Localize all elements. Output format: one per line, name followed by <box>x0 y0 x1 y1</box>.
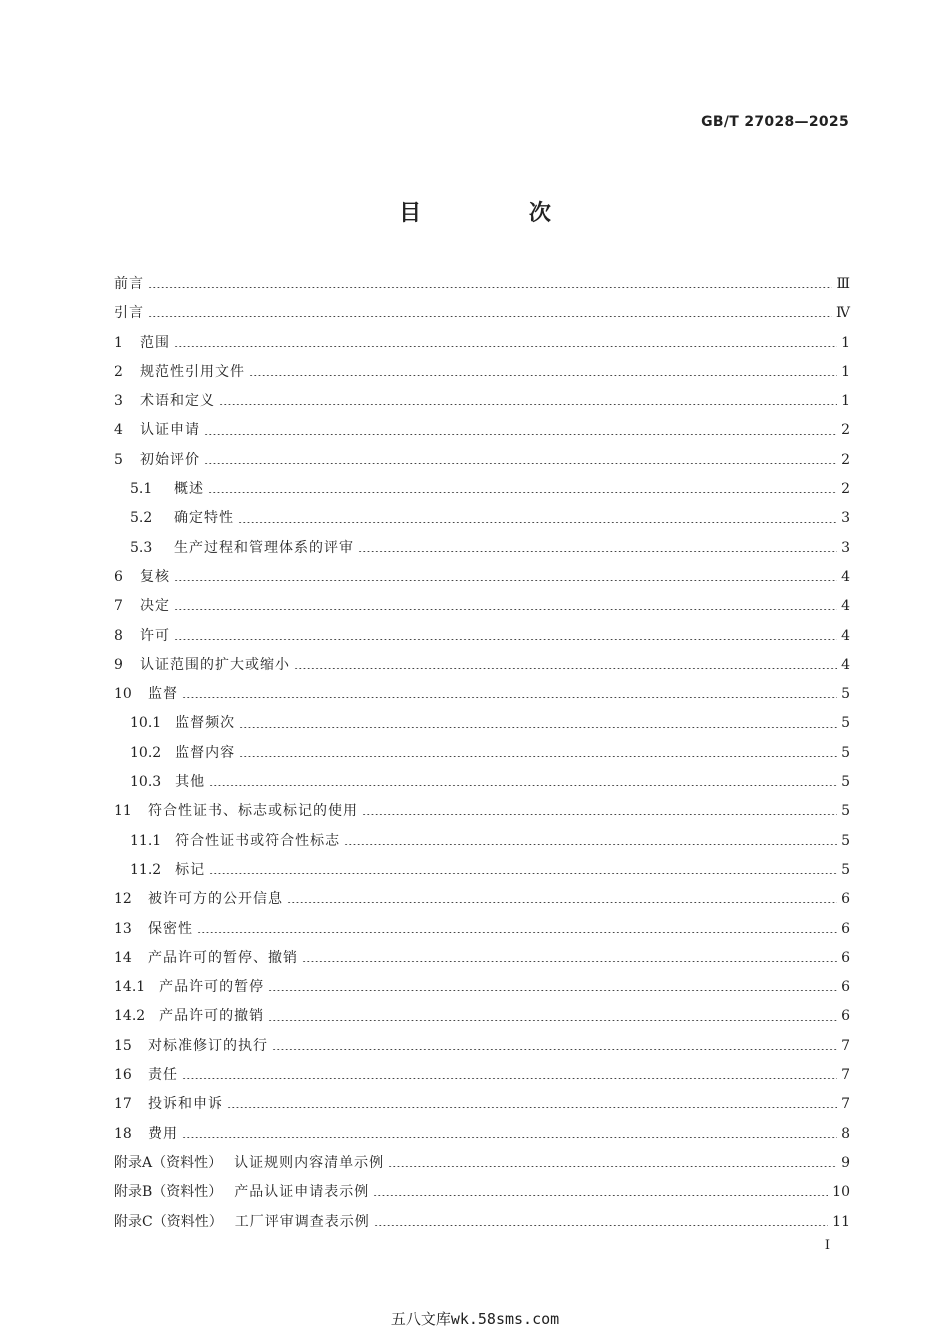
footer-watermark: 五八文库wk.58sms.com <box>390 1310 560 1328</box>
toc-entry-number: 17 <box>114 1096 132 1113</box>
toc-entry-page: 1 <box>841 363 850 380</box>
toc-entry-number: 12 <box>114 891 132 908</box>
toc-entry-label: 产品许可的暂停 <box>159 979 265 996</box>
toc-entry-page: 7 <box>841 1037 850 1054</box>
toc-leader-dots <box>174 639 837 640</box>
toc-entry-number: 14.1 <box>114 979 146 996</box>
toc-leader-dots <box>287 902 837 903</box>
toc-entry[interactable] <box>114 856 850 885</box>
toc-entry-label: 确定特性 <box>174 510 234 527</box>
toc-entry-label: 产品认证申请表示例 <box>234 1184 370 1201</box>
toc-entry[interactable] <box>114 973 850 1002</box>
toc-entry-page: 3 <box>841 539 850 556</box>
toc-entry-label: 认证范围的扩大或缩小 <box>140 656 290 673</box>
toc-entry[interactable] <box>114 592 850 621</box>
toc-entry-page: 10 <box>832 1184 850 1201</box>
toc-entry[interactable] <box>114 827 850 856</box>
toc-entry[interactable] <box>114 329 850 358</box>
toc-entry-page: 2 <box>841 451 850 468</box>
toc-entry-number: 11 <box>114 803 132 820</box>
toc-entry-page: 4 <box>841 598 850 615</box>
toc-entry[interactable] <box>114 299 850 328</box>
toc-entry-page: 5 <box>841 832 850 849</box>
toc-leader-dots <box>208 492 837 493</box>
toc-leader-dots <box>204 463 837 464</box>
toc-entry-number: 14.2 <box>114 1008 146 1025</box>
toc-entry[interactable] <box>114 270 850 299</box>
toc-entry-page: 5 <box>841 715 850 732</box>
toc-entry-label: 符合性证书、标志或标记的使用 <box>148 803 358 820</box>
standard-number: GB/T 27028—2025 <box>701 114 849 130</box>
toc-entry-page: 7 <box>841 1096 850 1113</box>
toc-entry-page: 1 <box>841 334 850 351</box>
page-number: I <box>824 1238 830 1253</box>
toc-entry[interactable] <box>114 709 850 738</box>
toc-entry-page: Ⅳ <box>836 305 850 322</box>
table-of-contents <box>114 270 850 1237</box>
toc-entry-page: 1 <box>841 393 850 410</box>
toc-entry[interactable] <box>114 358 850 387</box>
toc-entry-number: 3 <box>114 393 123 410</box>
toc-entry[interactable] <box>114 1178 850 1207</box>
toc-entry-number: 8 <box>114 627 123 644</box>
toc-entry-number: 10.3 <box>130 774 162 791</box>
toc-entry-label: 认证规则内容清单示例 <box>234 1154 385 1171</box>
toc-entry-page: 6 <box>841 1008 850 1025</box>
toc-entry-number: 13 <box>114 920 132 937</box>
toc-entry[interactable] <box>114 1061 850 1090</box>
toc-entry-number: 2 <box>114 363 123 380</box>
toc-entry-page: 11 <box>832 1213 850 1230</box>
toc-entry-number: 11.2 <box>130 861 162 878</box>
toc-entry[interactable] <box>114 915 850 944</box>
toc-entry[interactable] <box>114 416 850 445</box>
toc-entry-label: 认证申请 <box>140 422 200 439</box>
toc-entry-number: 11.1 <box>130 832 162 849</box>
toc-entry-number: 4 <box>114 422 123 439</box>
toc-entry-page: 6 <box>841 920 850 937</box>
toc-entry[interactable] <box>114 534 850 563</box>
toc-entry-page: 4 <box>841 568 850 585</box>
toc-entry-number: 1 <box>114 334 123 351</box>
toc-entry-number: 16 <box>114 1067 132 1084</box>
toc-leader-dots <box>344 844 837 845</box>
toc-entry-label: 初始评价 <box>140 451 200 468</box>
toc-entry[interactable] <box>114 768 850 797</box>
toc-entry-number: 5.3 <box>130 539 153 556</box>
toc-entry-number: 5.2 <box>130 510 153 527</box>
toc-leader-dots <box>182 1137 837 1138</box>
toc-entry-label: 概述 <box>174 481 204 498</box>
toc-leader-dots <box>148 287 832 288</box>
toc-entry-label: 责任 <box>148 1067 178 1084</box>
toc-entry-number: 10 <box>114 686 132 703</box>
toc-entry-number: 6 <box>114 568 123 585</box>
toc-entry-page: 6 <box>841 891 850 908</box>
toc-entry-label: 范围 <box>140 334 170 351</box>
toc-entry-page: 5 <box>841 774 850 791</box>
toc-entry[interactable] <box>114 1120 850 1149</box>
toc-entry-label: 规范性引用文件 <box>140 363 245 380</box>
toc-entry-label: 监督内容 <box>175 744 236 761</box>
toc-leader-dots <box>362 814 837 815</box>
toc-leader-dots <box>374 1225 828 1226</box>
toc-entry-number: 附录B（资料性） <box>114 1184 223 1201</box>
toc-leader-dots <box>174 609 837 610</box>
toc-entry-label: 工厂评审调查表示例 <box>234 1213 370 1230</box>
toc-leader-dots <box>388 1166 837 1167</box>
toc-entry-page: 4 <box>841 656 850 673</box>
toc-entry[interactable] <box>114 504 850 533</box>
toc-entry-label: 对标准修订的执行 <box>148 1037 268 1054</box>
toc-entry-number: 5.1 <box>130 481 153 498</box>
toc-entry-label: 引言 <box>114 305 144 322</box>
toc-leader-dots <box>302 961 837 962</box>
toc-entry-page: 8 <box>841 1125 850 1142</box>
toc-entry[interactable] <box>114 387 850 416</box>
toc-entry-page: 6 <box>841 949 850 966</box>
page-title: 目 次 <box>399 201 601 226</box>
toc-leader-dots <box>294 668 837 669</box>
toc-entry-number: 14 <box>114 949 132 966</box>
toc-leader-dots <box>238 522 837 523</box>
toc-entry-label: 复核 <box>140 568 170 585</box>
toc-leader-dots <box>268 990 837 991</box>
toc-entry[interactable] <box>114 563 850 592</box>
toc-leader-dots <box>227 1107 837 1108</box>
toc-entry-label: 其他 <box>175 774 206 791</box>
toc-entry[interactable] <box>114 680 850 709</box>
toc-entry-label: 术语和定义 <box>140 393 215 410</box>
toc-leader-dots <box>268 1020 837 1021</box>
toc-entry-label: 符合性证书或符合性标志 <box>175 832 341 849</box>
toc-entry[interactable] <box>114 622 850 651</box>
toc-leader-dots <box>373 1195 828 1196</box>
toc-entry-label: 决定 <box>140 598 170 615</box>
toc-entry[interactable] <box>114 1090 850 1119</box>
toc-entry-page: 4 <box>841 627 850 644</box>
toc-entry-page: 2 <box>841 422 850 439</box>
toc-entry[interactable] <box>114 944 850 973</box>
toc-entry[interactable] <box>114 885 850 914</box>
toc-leader-dots <box>209 785 837 786</box>
toc-entry[interactable] <box>114 1032 850 1061</box>
toc-leader-dots <box>249 375 837 376</box>
toc-entry-label: 投诉和申诉 <box>148 1096 223 1113</box>
toc-entry-label: 监督频次 <box>175 715 236 732</box>
toc-entry[interactable] <box>114 739 850 768</box>
toc-leader-dots <box>182 697 837 698</box>
toc-entry-page: 9 <box>841 1154 850 1171</box>
toc-entry-page: 7 <box>841 1067 850 1084</box>
toc-entry[interactable] <box>114 1208 850 1237</box>
toc-entry-label: 许可 <box>140 627 170 644</box>
toc-entry-page: 3 <box>841 510 850 527</box>
toc-entry-number: 10.2 <box>130 744 162 761</box>
toc-entry-label: 生产过程和管理体系的评审 <box>174 539 354 556</box>
toc-entry-page: 2 <box>841 481 850 498</box>
toc-entry[interactable] <box>114 1149 850 1178</box>
toc-entry-label: 产品许可的撤销 <box>159 1008 265 1025</box>
toc-entry-page: 6 <box>841 979 850 996</box>
toc-entry[interactable] <box>114 797 850 826</box>
toc-leader-dots <box>219 404 837 405</box>
toc-entry-number: 18 <box>114 1125 132 1142</box>
toc-leader-dots <box>239 727 837 728</box>
toc-entry-number: 附录C（资料性） <box>114 1213 223 1230</box>
toc-leader-dots <box>148 316 832 317</box>
toc-entry-page: 5 <box>841 861 850 878</box>
toc-entry[interactable] <box>114 475 850 504</box>
toc-entry-label: 被许可方的公开信息 <box>148 891 283 908</box>
toc-entry-label: 监督 <box>148 686 178 703</box>
toc-entry-page: 5 <box>841 686 850 703</box>
toc-entry[interactable] <box>114 651 850 680</box>
toc-leader-dots <box>174 580 837 581</box>
toc-entry-number: 7 <box>114 598 123 615</box>
toc-leader-dots <box>182 1078 837 1079</box>
toc-leader-dots <box>239 756 837 757</box>
toc-entry-label: 费用 <box>148 1125 178 1142</box>
toc-leader-dots <box>204 434 837 435</box>
toc-leader-dots <box>358 551 837 552</box>
toc-entry-label: 保密性 <box>148 920 193 937</box>
toc-leader-dots <box>174 346 837 347</box>
toc-entry-number: 10.1 <box>130 715 162 732</box>
toc-entry-label: 标记 <box>175 861 206 878</box>
toc-entry-label: 产品许可的暂停、撤销 <box>148 949 298 966</box>
toc-leader-dots <box>209 873 837 874</box>
toc-entry-number: 15 <box>114 1037 132 1054</box>
toc-entry-page: 5 <box>841 803 850 820</box>
toc-entry-page: 5 <box>841 744 850 761</box>
toc-entry[interactable] <box>114 446 850 475</box>
toc-leader-dots <box>272 1049 837 1050</box>
toc-entry-label: 前言 <box>114 276 144 292</box>
toc-entry-number: 5 <box>114 451 123 468</box>
toc-leader-dots <box>197 932 837 933</box>
toc-entry[interactable] <box>114 1002 850 1031</box>
toc-entry-page: Ⅲ <box>836 276 850 292</box>
toc-entry-number: 9 <box>114 656 123 673</box>
toc-entry-number: 附录A（资料性） <box>114 1154 223 1171</box>
